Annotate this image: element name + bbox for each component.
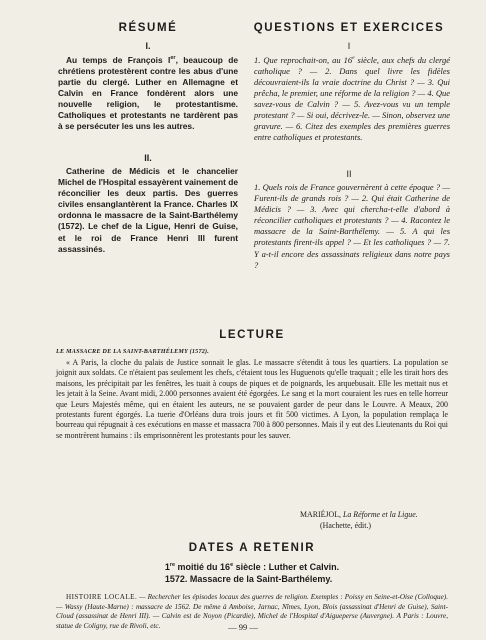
- lecture-work: La Réforme et la Ligue.: [342, 510, 418, 519]
- resume-paragraph-2: Catherine de Médicis et le chancelier Michel de l'Hospital essayèrent vainement de réconcilier les deux partis. Des guerres civiles ensanglantèrent la France. Charles IX ordonna le massacre de la Saint-Barthélemy (1572). Le chef de la Ligue, Henri de Guise, et le roi de France Henri III furent assassinés.: [58, 166, 238, 254]
- dates-line-2: 1572. Massacre de la Saint-Barthélemy.: [164, 573, 333, 584]
- resume-roman-1: I.: [145, 41, 151, 51]
- dates-block: [56, 560, 448, 587]
- lecture-source: [300, 510, 450, 520]
- page-number: — 99 —: [228, 622, 258, 632]
- lecture-author: MARIÉJOL,: [300, 510, 341, 519]
- lecture-publisher: (Hachette, édit.): [320, 521, 372, 530]
- lecture-heading: LECTURE: [219, 329, 285, 341]
- questions-heading: QUESTIONS ET EXERCICES: [253, 22, 445, 34]
- resume-heading: RÉSUMÉ: [118, 22, 178, 34]
- histoire-locale-text: — Rechercher les épisodes locaux des guerres de religion. Exemples : Poissy en Seine-et-Oise (Colloque). — Wassy (Haute-Marne) : massacre de 1562. De même à Amboise, Jarnac, Nîmes, Lyon, Blois (assassinat d'Henri de Guise), Saint-Cloud (assassinat de Henri III). — Calvin est de Noyon (Picardie), Michel de l'Hospital d'Aigueperse (Auvergne). A Paris : Louvre, statue de Coligny, rue de Rivoli, etc.: [56, 593, 448, 630]
- dates-line-1: 1re moitié du 16e siècle : Luther et Calvin. 1572. Massacre de la Saint-Barthélemy.: [164, 562, 340, 584]
- questions-paragraph-2: 1. Quels rois de France gouvernèrent à cette époque ? — Furent-ils de grands rois ? — 2. Qui était Catherine de Médicis ? — 3. Avec qui chercha-t-elle d'abord à réconcilier catholiques et protestants ? — 4. Racontez le massacre de la Saint-Barthélemy. — 5. A qui les protestants firent-ils appel ? — Et les catholiques ? — 7. Y a-t-il encore des assassinats religieux dans notre pays ?: [254, 182, 450, 270]
- questions-paragraph-1: 1. Que reprochait-on, au 16e siècle, aux chefs du clergé catholique ? — 2. Dans quel livre les fidèles découvraient-ils la vraie doctrine du Christ ? — 3. Qui prêcha, le premier, une réforme de la religion ? — 4. Que savez-vous de Calvin ? — 5. Avez-vous vu un temple protestant ? — Si oui, décrivez-le. — Sinon, observez une gravure. — 6. Citez des exemples des premières guerres entre catholiques et protestants.: [254, 54, 450, 143]
- questions-roman-1: I: [347, 41, 351, 51]
- dates-heading: DATES A RETENIR: [188, 542, 316, 554]
- histoire-locale-label: HISTOIRE LOCALE.: [66, 593, 138, 601]
- resume-paragraph-1: Au temps de François Ier, beaucoup de chrétiens protestèrent contre les abus d'une partie du clergé. Luther en Allemagne et Calvin en France fondèrent alors une nouvelle religion, le protestantisme. Catholiques et protestants ne tardèrent pas à se persécuter les uns les autres.: [58, 54, 238, 132]
- questions-roman-2: II: [346, 169, 352, 179]
- lecture-title: LE MASSACRE DE LA SAINT-BARTHÉLEMY (1572).: [56, 348, 210, 355]
- lecture-paragraph: « A Paris, la cloche du palais de Justice sonnait le glas. Le massacre s'étendit à tous les quartiers. La population se joignit aux soldats. Ce n'étaient pas seulement les chefs, c'étaient tous les Huguenots qu'elle traquait ; elle les tirait hors des maisons, les précipitait par les fenêtres, les tuait à coups de piques et de poignards, les arquebusait. Elle les mettait nus et les jetait à la Seine. Avant midi, 2.000 personnes avaient été égorgées. Le sang et la mort couraient les rues en telle horreur que Leurs Majestés même, qui en étaient les auteurs, ne se pouvaient garder de peur dans le Louvre. A Meaux, 200 protestants furent égorgés. La tuerie d'Orléans dura trois jours et fit 500 victimes. A Lyon, la population remplaça le bourreau qui répugnait à ces exécutions en masse et massacra 700 à 800 personnes. Mais il y eut des Lieutenants du Roi qui se montrèrent humains : ils emprisonnèrent les protestants pour les sauver.: [56, 358, 448, 440]
- resume-roman-2: II.: [144, 153, 152, 163]
